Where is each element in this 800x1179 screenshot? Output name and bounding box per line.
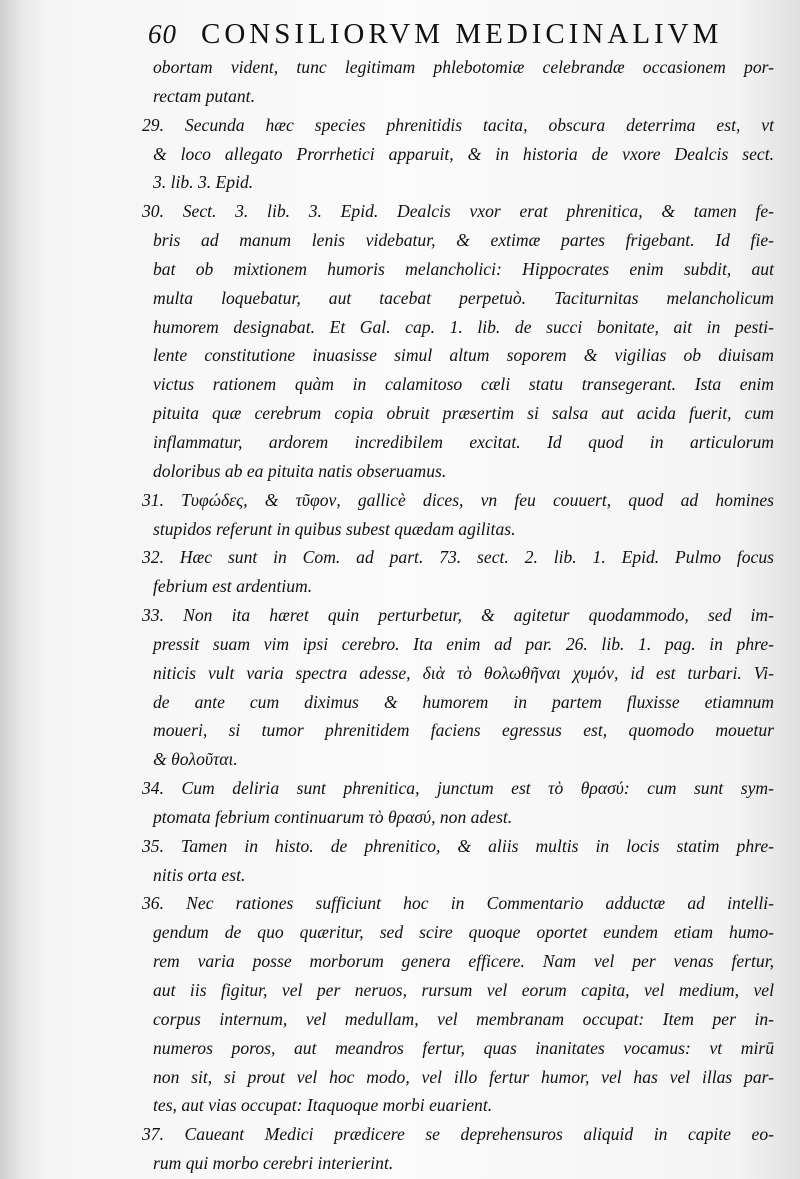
text-line: 36. Nec rationes sufficiunt hoc in Commentario adductæ ad intelli- bbox=[142, 893, 774, 914]
text-line: pressit suam vim ipsi cerebro. Ita enim ad par. 26. lib. 1. pag. in phre- bbox=[153, 633, 774, 654]
text-line: humorem designabat. Et Gal. cap. 1. lib. de succi bonitate, ait in pesti- bbox=[153, 316, 774, 337]
text-line: rectam putant. bbox=[153, 85, 255, 106]
text-line: multa loquebatur, aut tacebat perpetuò. Taciturnitas melancholicum bbox=[153, 287, 774, 308]
running-title: CONSILIORVM MEDICINALIVM bbox=[201, 18, 723, 50]
text-line: corpus internum, vel medullam, vel membranam occupat: Item per in- bbox=[153, 1008, 774, 1029]
text-line: bat ob mixtionem humoris melancholici: Hippocrates enim subdit, aut bbox=[153, 258, 774, 279]
text-line: obortam vident, tunc legitimam phlebotomiæ celebrandæ occasionem por- bbox=[153, 57, 774, 77]
text-line: pituita quæ cerebrum copia obruit præsertim si salsa aut acida fuerit, cum bbox=[153, 403, 774, 424]
text-line: rum qui morbo cerebri interierint. bbox=[153, 1153, 394, 1174]
text-line: niticis vult varia spectra adesse, διὰ τὸ θολωθῆναι χυμόν, id est turbari. Vi- bbox=[153, 662, 774, 683]
text-line: 3. lib. 3. Epid. bbox=[153, 172, 254, 193]
text-line: tes, aut vias occupat: Itaquoque morbi euarient. bbox=[153, 1095, 493, 1116]
text-line: moueri, si tumor phrenitidem faciens egressus est, quomodo mouetur bbox=[153, 720, 774, 741]
text-line: numeros poros, aut meandros fertur, quas inanitates vocamus: vt mirū bbox=[153, 1037, 774, 1058]
text-line: ptomata febrium continuarum τὸ θρασύ, non adest. bbox=[153, 806, 513, 827]
page-gutter-shadow bbox=[0, 0, 40, 1179]
text-line: doloribus ab ea pituita natis obseruamus. bbox=[153, 460, 447, 481]
text-line: & θολοῦται. bbox=[153, 749, 238, 770]
body-text bbox=[142, 53, 774, 1178]
text-line: 37. Caueant Medici prædicere se deprehensuros aliquid in capite eo- bbox=[142, 1124, 774, 1145]
text-line: 31. Τυφώδες, & τῦφον, gallicè dices, vn feu couuert, quod ad homines bbox=[142, 489, 774, 510]
text-line: lente constitutione inuasisse simul altum soporem & vigilias ob diuisam bbox=[153, 345, 774, 366]
page-header bbox=[148, 18, 774, 51]
text-line: 30. Sect. 3. lib. 3. Epid. Dealcis vxor erat phrenitica, & tamen fe- bbox=[142, 201, 774, 222]
page-number: 60 bbox=[148, 19, 177, 49]
text-line: 34. Cum deliria sunt phrenitica, junctum est τὸ θρασύ: cum sunt sym- bbox=[142, 778, 774, 799]
text-line: 33. Non ita hæret quin perturbetur, & agitetur quodammodo, sed im- bbox=[142, 605, 774, 626]
text-line: 32. Hæc sunt in Com. ad part. 73. sect. 2. lib. 1. Epid. Pulmo focus bbox=[142, 547, 774, 568]
text-line: bris ad manum lenis videbatur, & extimæ partes frigebant. Id fie- bbox=[153, 230, 774, 251]
text-line: aut iis figitur, vel per neruos, rursum vel eorum capita, vel medium, vel bbox=[153, 980, 774, 1000]
text-line: gendum de quo quæritur, sed scire quoque oportet eundem etiam humo- bbox=[153, 922, 774, 943]
text-line: inflammatur, ardorem incredibilem excitat. Id quod in articulorum bbox=[153, 431, 774, 452]
text-line: nitis orta est. bbox=[153, 864, 246, 885]
text-line: febrium est ardentium. bbox=[153, 576, 313, 597]
text-line: non sit, si prout vel hoc modo, vel illo fertur humor, vel has vel illas par- bbox=[153, 1066, 774, 1087]
text-line: 35. Tamen in histo. de phrenitico, & aliis multis in locis statim phre- bbox=[142, 835, 774, 856]
text-line: 29. Secunda hæc species phrenitidis tacita, obscura deterrima est, vt bbox=[142, 114, 774, 135]
text-line: stupidos referunt in quibus subest quædam agilitas. bbox=[153, 518, 516, 539]
text-line: de ante cum diximus & humorem in partem fluxisse etiamnum bbox=[153, 691, 774, 712]
text-line: rem varia posse morborum genera efficere. Nam vel per venas fertur, bbox=[153, 951, 774, 972]
text-line: victus rationem quàm in calamitoso cæli statu transegerant. Ista enim bbox=[153, 374, 774, 395]
text-line: & loco allegato Prorrhetici apparuit, & in historia de vxore Dealcis sect. bbox=[153, 143, 774, 164]
